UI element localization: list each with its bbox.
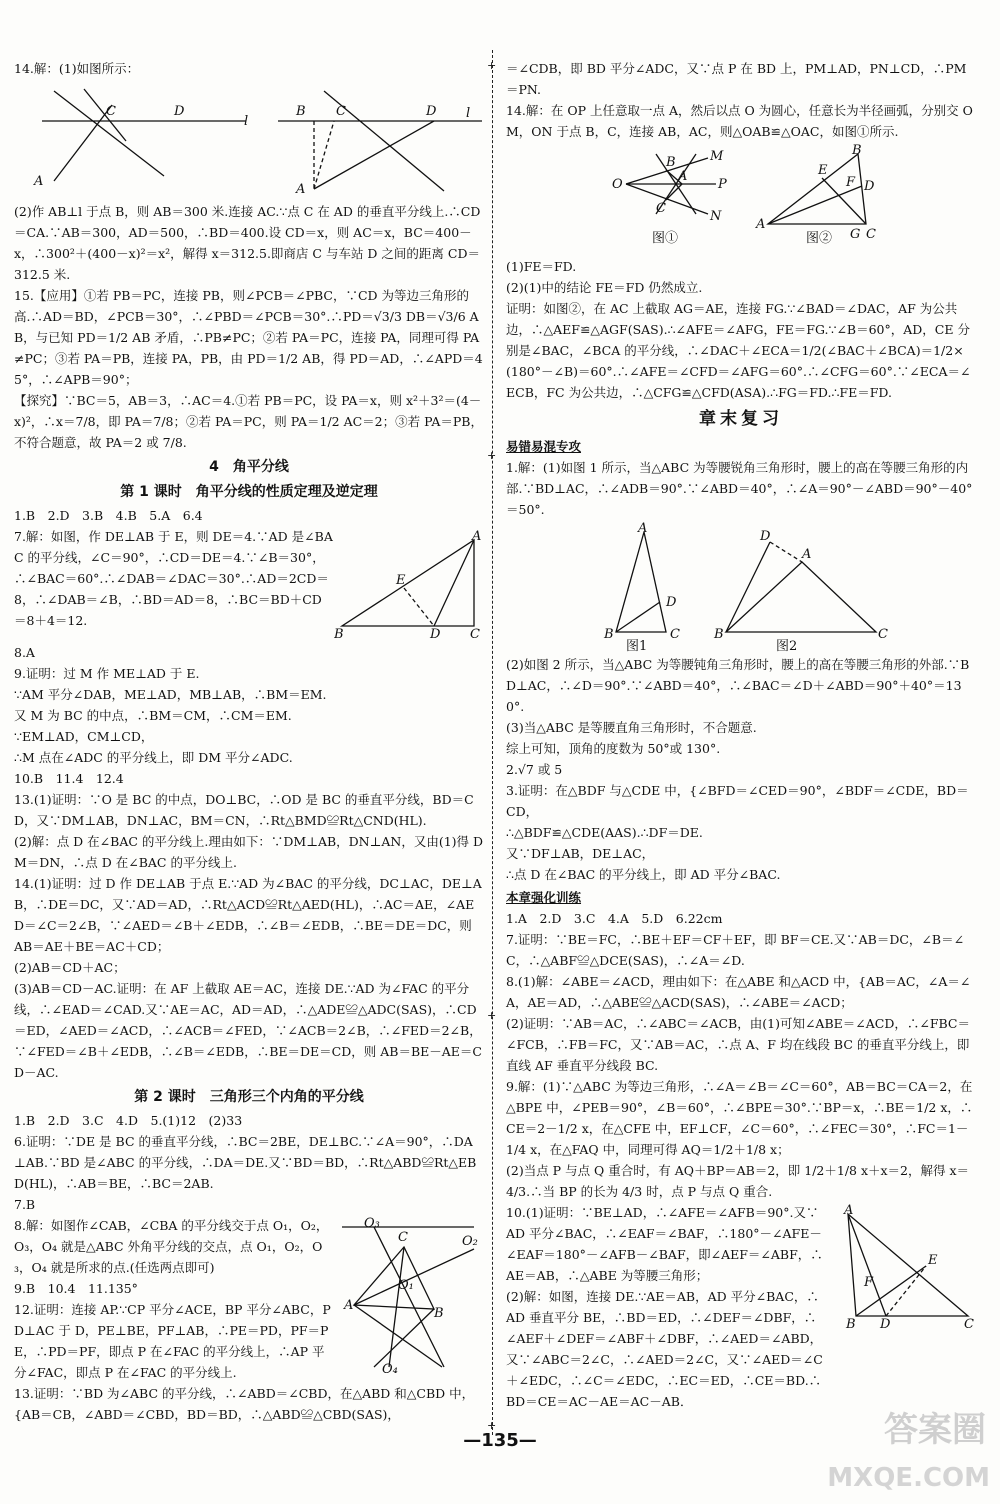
answer-paragraph: 8.A <box>14 645 35 660</box>
svg-text:B: B <box>434 1306 444 1321</box>
svg-text:D: D <box>666 595 677 610</box>
answer-paragraph: 9.解：(1)∵△ABC 为等边三角形，∴∠A＝∠B＝∠C＝60°，AB＝BC＝CA＝2，在△BPE 中，∠PEB＝90°，∠B＝60°，∴∠BPE＝30°.∵BP＝x，∴BE＝1/2 x，∴CE＝2－1/2 x，在△CFE 中，EF⊥CF，∠C＝60°，∴∠FEC＝30°，∴FC＝1－1/4 x，在△FAQ 中，同理可得 AQ＝1/2＋1/8 x； <box>506 1079 973 1157</box>
section-title: 第 1 课时 角平分线的性质定理及逆定理 <box>120 484 378 500</box>
answer-paragraph: (2)作 AB⊥l 于点 B，则 AB＝300 米.连接 AC.∵点 C 在 AD 的垂直平分线上.∴CD＝CA.∵AB＝300，AD＝500，∴BD＝400.设 CD＝x，则 AC＝x，BC＝400－x，∴300²＋(400－x)²＝x²，解得 x＝312.5.即商店 C 与车站 D 之间的距离 CD＝312.5 米. <box>14 204 481 282</box>
svg-text:A: A <box>34 174 44 189</box>
section-title: 4 角平分线 <box>209 459 289 475</box>
figR14-figure <box>506 144 976 254</box>
svg-text:图2: 图2 <box>776 639 798 652</box>
svg-text:B: B <box>666 155 676 170</box>
answer-paragraph: (3)AB＝CD－AC.证明：在 AF 上截取 AE＝AC，连接 DE.∵AD 为∠FAC 的平分线，∴∠EAD＝∠CAD.又∵AE＝AC，AD＝AD，∴△ADE≌△ADC(SAS)，∴CD＝ED，∠AED＝∠ACD，∴∠ACB＝∠FED，∵∠ACB＝2∠B，∴∠FED＝2∠B，∵∠FED＝∠B＋∠EDB，∴∠B＝∠EDB，∴BE＝DE＝CD，则 AB＝BE－AE＝CD－AC. <box>14 981 482 1080</box>
answer-paragraph: (2)解：点 D 在∠BAC 的平分线上.理由如下：∵DM⊥AB，DN⊥AN，又由(1)得 DM＝DN，∴点 D 在∠BAC 的平分线上. <box>14 834 484 870</box>
answer-paragraph: 8.(1)解：∠ABE＝∠ACD，理由如下：在△ABE 和△ACD 中，{AB＝AC，∠A＝∠A，AE＝AD，∴△ABE≌△ACD(SAS)，∴∠ABE＝∠ACD； <box>506 974 971 1010</box>
figure-block <box>506 144 976 254</box>
left-column <box>14 58 484 1425</box>
answer-paragraph: (1)FE＝FD. <box>506 259 577 274</box>
svg-text:O₁: O₁ <box>398 1278 414 1293</box>
answer-paragraph: 14.(1)证明：过 D 作 DE⊥AB 于点 E.∵AD 为∠BAC 的平分线，DC⊥AC，DE⊥AB，∴DE＝DC，又∵AD＝AD，∴Rt△ACD≌Rt△AED(HL)，∴AC＝AE，∠AED＝∠C＝2∠B，∵∠AED＝∠B＋∠EDB，∴∠B＝∠EDB，∴BE＝DE＝DC，则 AB＝AE＋BE＝AC＋CD； <box>14 876 482 954</box>
svg-text:D: D <box>174 104 185 119</box>
svg-text:l: l <box>244 114 249 129</box>
svg-text:B: B <box>296 104 306 119</box>
answer-paragraph: (2)AB＝CD＋AC； <box>14 960 126 975</box>
svg-text:B: B <box>604 627 614 642</box>
answer-paragraph: 1.A 2.D 3.C 4.A 5.D 6.22cm <box>506 911 723 926</box>
svg-text:O₄: O₄ <box>382 1362 398 1377</box>
svg-text:B: B <box>334 627 344 640</box>
answer-paragraph: 证明：如图②，在 AC 上截取 AG＝AE，连接 FG.∵∠BAD＝∠DAC，AF 为公共边，∴△AEF≌△AGF(SAS).∴∠AFE＝∠AFG，FE＝FG.∵∠B＝60°，AD，CE 分别是∠BAC，∠BCA 的平分线，∴∠DAC＋∠ECA＝1/2(∠BAC＋∠BCA)＝1/2×(180°－∠B)＝60°.∴∠AFE＝∠CFD＝∠AFG＝60°.∴∠CFG＝60°.∵∠ECA＝∠ECB，FC 为公共边，∴△CFG≌△CFD(ASA).∴FG＝FD.∴FE＝FD. <box>506 301 971 400</box>
answer-paragraph: (3)当△ABC 是等腰直角三角形时，不合题意. <box>506 720 757 735</box>
svg-text:D: D <box>430 627 441 640</box>
answer-paragraph: 6.证明：∵DE 是 BC 的垂直平分线，∴BC＝2BE，DE⊥BC.∵∠A＝90°，∴DA⊥AB.∵BD 是∠ABC 的平分线，∴DA＝DE.又∵BD＝BD，∴Rt△ABD≌Rt△EBD(HL)，∴AB＝BE，∴BC＝2AB. <box>14 1134 477 1191</box>
svg-text:A: A <box>756 217 766 232</box>
answer-paragraph: 10.B 11.4 12.4 <box>14 771 124 786</box>
svg-text:C: C <box>336 104 346 119</box>
fig8-figure <box>334 1217 484 1377</box>
svg-text:l: l <box>466 106 471 121</box>
svg-text:C: C <box>470 627 480 640</box>
svg-text:D: D <box>864 179 875 194</box>
fig14-figure <box>14 81 484 199</box>
figure-block <box>14 81 484 199</box>
fig7-figure <box>334 528 484 640</box>
svg-text:A: A <box>638 522 648 536</box>
svg-text:B: B <box>852 144 862 158</box>
answer-paragraph: 综上可知，顶角的度数为 50°或 130°. <box>506 741 721 756</box>
svg-text:E: E <box>928 1253 938 1268</box>
svg-text:图1: 图1 <box>626 639 648 652</box>
answer-paragraph: 2.√7 或 5 <box>506 762 563 777</box>
answer-paragraph: 15.【应用】①若 PB＝PC，连接 PB，则∠PCB＝∠PBC，∵CD 为等边三角形的高.∴AD＝BD，∠PCB＝30°，∴∠PBD＝∠PCB＝30°.∴PD＝√3/3 DB＝√3/6 AB，与已知 PD＝1/2 AB 矛盾，∴PB≠PC；②若 PA＝PC，连接 PA，同理可得 PA≠PC；③若 PA＝PB，连接 PA，PB，由 PD＝1/2 AB，得 PD＝AD，∴∠APD＝45°，∴∠APB＝90°； <box>14 288 483 387</box>
svg-text:E: E <box>818 163 828 178</box>
answer-paragraph: 14.解：在 OP 上任意取一点 A，然后以点 O 为圆心，任意长为半径画弧，分别交 OM，ON 于点 B，C，连接 AB，AC，则△OAB≌△OAC，如图①所示. <box>506 103 973 139</box>
right-column <box>506 58 976 1412</box>
answer-paragraph: 9.证明：过 M 作 ME⊥AD 于 E. ∵AM 平分∠DAB，ME⊥AD，MB⊥AB，∴BM＝EM. 又 M 为 BC 的中点，∴BM＝CM，∴CM＝EM. ∵EM⊥AD，CM⊥CD， ∴M 点在∠ADC 的平分线上，即 DM 平分∠ADC. <box>14 666 327 765</box>
svg-text:C: C <box>866 227 876 242</box>
svg-text:D: D <box>880 1317 891 1332</box>
answer-paragraph: (2)(1)中的结论 FE＝FD 仍然成立. <box>506 280 703 295</box>
svg-text:C: C <box>670 627 680 642</box>
answer-paragraph: 【探究】∵BC＝5，AB＝3，∴AC＝4.①若 PB＝PC，设 PA＝x，则 x²＋3²＝(4－x)²，∴x＝7/8，即 PA＝7/8；②若 PA＝PC，则 PA＝1/2 AC＝2；③若 PA＝PB，不符合题意，故 PA＝2 或 7/8. <box>14 393 483 450</box>
watermark-url: MXQE.COM <box>827 1463 990 1493</box>
answer-paragraph: 1.解：(1)如图 1 所示，当△ABC 为等腰锐角三角形时，腰上的高在等腰三角形的内部.∵BD⊥AC，∴∠ADB＝90°.∵∠ABD＝40°，∴∠A＝90°－∠ABD＝90°－40°＝50°. <box>506 460 973 517</box>
page-number: —135— <box>463 1430 537 1451</box>
svg-text:A: A <box>844 1204 854 1218</box>
svg-text:E: E <box>396 573 406 588</box>
svg-text:F: F <box>846 175 856 190</box>
answer-paragraph: 13.(1)证明：∵O 是 BC 的中点，DO⊥BC，∴OD 是 BC 的垂直平分线，BD＝CD，又∵DM⊥AB，DN⊥AC，BM＝CN，∴Rt△BMD≌Rt△CND(HL). <box>14 792 474 828</box>
answer-paragraph: 7.B <box>14 1197 36 1212</box>
svg-text:M: M <box>710 149 724 164</box>
svg-text:C: C <box>878 627 888 642</box>
answer-paragraph: 10.(1)证明：∵BE⊥AD，∴∠AFE＝∠AFB＝90°.又∵AD 平分∠BAC，∴∠EAF＝∠BAF，∴180°－∠AFE－∠EAF＝180°－∠AFB－∠BAF，即∠AEF＝∠ABF，∴AE＝AB，∴△ABE 为等腰三角形； (2)解：如图，连接 DE.∵AE＝AB，AD 平分∠BAC，∴AD 垂直平分 BE，∴BD＝ED，∴∠DEF＝∠DBF，∴∠AEF＋∠DEF＝∠ABF＋∠DBF，∴∠AED＝∠ABD，又∵∠ABC＝2∠C，∴∠AED＝2∠C，又∵∠AED＝∠C＋∠EDC，∴∠C＝∠EDC，∴EC＝ED，∴CE＝BD.∴BD＝CE＝AC－AE＝AC－AB． <box>506 1205 823 1409</box>
svg-text:图①: 图① <box>652 231 679 246</box>
answer-paragraph: ＝∠CDB，即 BD 平分∠ADC，又∵点 P 在 BD 上，PM⊥AD，PN⊥CD，∴PM＝PN. <box>506 61 967 97</box>
svg-text:A: A <box>344 1298 354 1313</box>
svg-text:A: A <box>802 547 812 562</box>
watermark <box>826 1410 996 1504</box>
answer-paragraph: 1.B 2.D 3.C 4.D 5.(1)12 (2)33 <box>14 1113 243 1128</box>
svg-text:G: G <box>850 227 861 242</box>
svg-text:D: D <box>426 104 437 119</box>
svg-text:C: C <box>106 104 116 119</box>
answer-paragraph: 14.解：(1)如图所示： <box>14 61 140 76</box>
answer-paragraph: 8.解：如图作∠CAB，∠CBA 的平分线交于点 O₁，O₂，O₃，O₄ 就是△ABC 外角平分线的交点，点 O₁，O₂，O₃，O₄ 就是所求的点.(任选两点即可) 9.B 10.4 11.135° 12.证明：连接 AP.∵CP 平分∠ACE，BP 平分∠ABC，PD⊥AC 于 D，PE⊥BE，PF⊥AB，∴PE＝PD，PF＝PE，∴PD＝PF，即点 P 在∠FAC 的平分线上，∴AP 平分∠FAC，即点 P 在∠FAC 的平分线上. <box>14 1218 331 1380</box>
answer-paragraph: (2)证明：∵AB＝AC，∴∠ABC＝∠ACB，由(1)可知∠ABE＝∠ACD，∴∠FBC＝∠FCB，∴FB＝FC，又∵AB＝AC，∴点 A、F 均在线段 BC 的垂直平分线上，即直线 AF 垂直平分线段 BC. <box>506 1016 970 1073</box>
svg-text:B: B <box>714 627 724 642</box>
watermark-logo: 答案圈 <box>884 1410 986 1450</box>
answer-paragraph: (2)如图 2 所示，当△ABC 为等腰钝角三角形时，腰上的高在等腰三角形的外部.∵BD⊥AC，∴∠D＝90°.∵∠ABD＝40°，∴∠BAC＝∠D＋∠ABD＝90°＋40°＝130°. <box>506 657 970 714</box>
answer-paragraph: 1.B 2.D 3.B 4.B 5.A 6.4 <box>14 508 203 523</box>
svg-text:图②: 图② <box>806 231 833 246</box>
answer-paragraph: 13.证明：∵BD 为∠ABC 的平分线，∴∠ABD＝∠CBD，在△ABD 和△CBD 中，{AB＝CB，∠ABD＝∠CBD，BD＝BD，∴△ABD≌△CBD(SAS)， <box>14 1386 475 1422</box>
svg-text:C: C <box>656 201 666 216</box>
column-divider: + + + + <box>492 50 493 1435</box>
figure-with-text <box>14 1215 484 1383</box>
figure-block <box>506 522 976 652</box>
answer-paragraph: 3.证明：在△BDF 与△CDE 中，{∠BFD＝∠CED＝90°，∠BDF＝∠CDE，BD＝CD， ∴△BDF≌△CDE(AAS).∴DF＝DE. 又∵DF⊥AB，DE⊥AC， ∴点 D 在∠BAC 的平分线上，即 AD 平分∠BAC. <box>506 783 969 882</box>
answer-paragraph: (2)当点 P 与点 Q 重合时，有 AQ＋BP＝AB＝2，即 1/2＋1/8 x＋x＝2，解得 x＝4/3.∴当 BP 的长为 4/3 时，点 P 与点 Q 重合. <box>506 1163 970 1199</box>
svg-text:N: N <box>710 209 722 224</box>
svg-text:O₂: O₂ <box>462 1234 478 1249</box>
fig10-figure <box>826 1204 976 1334</box>
answer-paragraph: 7.解：如图，作 DE⊥AB 于 E，则 DE＝4.∵AD 是∠BAC 的平分线，∠C＝90°，∴CD＝DE＝4.∵∠B＝30°，∴∠BAC＝60°.∴∠DAB＝∠DAC＝30°.∴AD＝2CD＝8，∴∠DAB＝∠B，∴BD＝AD＝8，∴BC＝BD＋CD＝8＋4＝12. <box>14 529 333 628</box>
answer-paragraph: 7.证明：∵BE＝FC，∴BE＋EF＝CF＋EF，即 BF＝CE.又∵AB＝DC，∠B＝∠C，∴△ABF≌△DCE(SAS)，∴∠A＝∠D. <box>506 932 965 968</box>
svg-text:A: A <box>472 529 482 544</box>
subsection-title: 易错易混专攻 <box>506 439 582 454</box>
svg-text:C: C <box>398 1230 408 1245</box>
figure-with-text <box>506 1202 976 1412</box>
svg-text:O₃: O₃ <box>364 1217 380 1231</box>
figRev1-figure <box>506 522 976 652</box>
svg-text:A: A <box>678 169 688 184</box>
svg-text:F: F <box>864 1275 874 1290</box>
figure-with-text <box>14 526 484 642</box>
svg-text:C: C <box>964 1317 974 1332</box>
chapter-title: 章末复习 <box>699 409 783 429</box>
subsection-title: 本章强化训练 <box>506 890 582 905</box>
svg-text:A: A <box>296 182 306 197</box>
svg-text:O: O <box>612 177 623 192</box>
svg-text:P: P <box>718 177 727 192</box>
svg-text:D: D <box>760 529 771 544</box>
svg-text:B: B <box>846 1317 856 1332</box>
section-title: 第 2 课时 三角形三个内角的平分线 <box>134 1089 364 1105</box>
